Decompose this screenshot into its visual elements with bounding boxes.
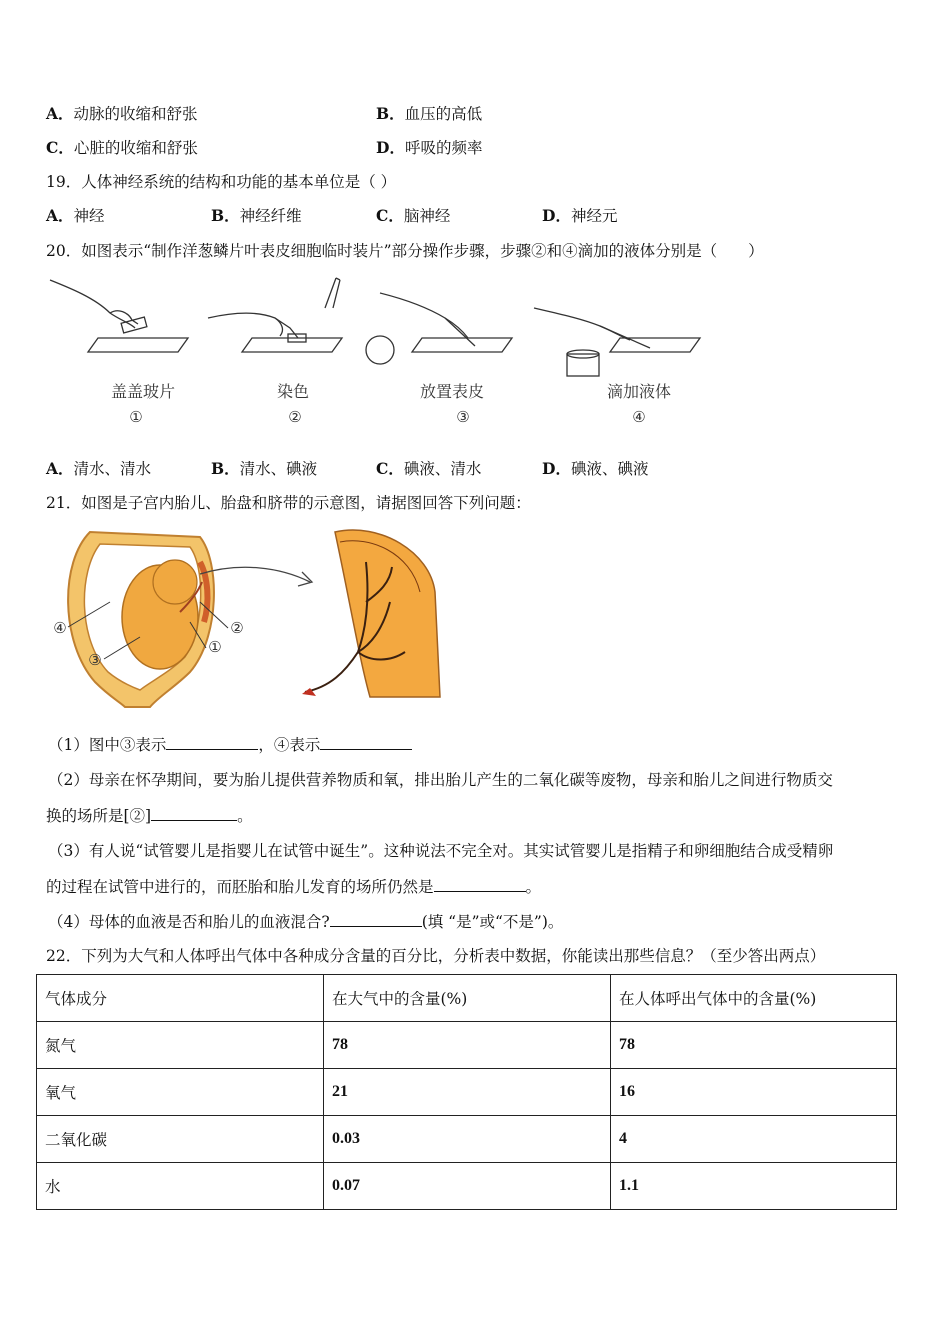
q21-part2-end: 。 [237, 807, 253, 825]
option-key: C． [376, 459, 404, 478]
option-key: C． [46, 138, 74, 157]
header-air: 在大气中的含量(%) [324, 975, 611, 1022]
option-text: 呼吸的频率 [404, 139, 483, 157]
step-1-label: 盖盖玻片 [110, 382, 175, 401]
answer-blank-2[interactable] [151, 806, 237, 821]
answer-blank-3[interactable] [166, 735, 258, 750]
table-header-row [37, 975, 897, 1022]
exhaled-value: 78 [611, 1022, 897, 1069]
air-value: 0.03 [324, 1116, 611, 1163]
option-key: D． [542, 206, 571, 225]
q20-option-c[interactable] [376, 457, 481, 479]
option-text: 动脉的收缩和舒张 [73, 105, 198, 123]
q21-part1-text-a: （1）图中③表示 [48, 736, 167, 754]
option-key: B． [211, 206, 240, 225]
q21-part3-text: 的过程在试管中进行的，而胚胎和胎儿发育的场所仍然是 [46, 878, 434, 896]
table-row [37, 1163, 897, 1210]
answer-blank-mix[interactable] [330, 912, 422, 927]
q19-option-d[interactable] [542, 204, 617, 226]
gas-name: 水 [37, 1163, 324, 1210]
step-1-number: ① [129, 408, 143, 426]
option-key: B． [211, 459, 240, 478]
marker-2: ② [230, 619, 244, 637]
marker-3: ③ [88, 651, 102, 669]
q21-part2-text: 换的场所是[②] [46, 807, 152, 825]
gas-composition-table [36, 974, 897, 1210]
q20-option-a[interactable] [46, 457, 151, 479]
q18-option-c[interactable] [46, 136, 198, 158]
option-key: A． [46, 206, 74, 225]
q20-option-b[interactable] [211, 457, 317, 479]
table-row [37, 1116, 897, 1163]
option-key: A． [46, 459, 74, 478]
exhaled-value: 1.1 [611, 1163, 897, 1210]
exhaled-value: 16 [611, 1069, 897, 1116]
q22-stem: 22．下列为大气和人体呼出气体中各种成分含量的百分比，分析表中数据，你能读出那些信息？（至少答出两点） [46, 947, 826, 965]
exhaled-value: 4 [611, 1116, 897, 1163]
answer-blank-4[interactable] [320, 735, 412, 750]
q19-stem: 19．人体神经系统的结构和功能的基本单位是（ ） [46, 173, 397, 191]
marker-1: ① [208, 638, 222, 656]
step-4-number: ④ [632, 408, 646, 426]
option-key: C． [376, 206, 404, 225]
option-key: A． [46, 104, 74, 123]
option-text: 清水、碘液 [239, 460, 318, 478]
option-key: D． [376, 138, 405, 157]
option-text: 血压的高低 [404, 105, 483, 123]
step-3-label: 放置表皮 [419, 382, 484, 401]
q18-option-a[interactable] [46, 102, 198, 124]
header-gas: 气体成分 [37, 975, 324, 1022]
step-2-label: 染色 [276, 382, 309, 401]
option-text: 碘液、清水 [403, 460, 482, 478]
q19-option-b[interactable] [211, 204, 302, 226]
uterus-fetus-placenta-illustration [40, 522, 460, 712]
table-row [37, 1022, 897, 1069]
q21-part1-text-b: ，④表示 [258, 736, 321, 754]
q21-part3-line2 [46, 875, 541, 897]
header-exhaled: 在人体呼出气体中的含量(%) [611, 975, 897, 1022]
option-text: 碘液、碘液 [570, 460, 649, 478]
q21-part4-text: （4）母体的血液是否和胎儿的血液混合? [48, 913, 330, 931]
option-text: 心脏的收缩和舒张 [73, 139, 198, 157]
option-text: 神经纤维 [239, 207, 302, 225]
q21-part2-line2 [46, 804, 253, 826]
table-row [37, 1069, 897, 1116]
air-value: 0.07 [324, 1163, 611, 1210]
air-value: 21 [324, 1069, 611, 1116]
option-text: 脑神经 [403, 207, 451, 225]
step-2-number: ② [288, 408, 302, 426]
q20-stem: 20．如图表示“制作洋葱鳞片叶表皮细胞临时装片”部分操作步骤，步骤②和④滴加的液体分别是（ ） [46, 242, 764, 260]
q18-option-b[interactable] [376, 102, 482, 124]
gas-name: 氮气 [37, 1022, 324, 1069]
answer-blank-uterus[interactable] [434, 877, 526, 892]
slide-procedure-illustration [40, 268, 720, 378]
gas-name: 二氧化碳 [37, 1116, 324, 1163]
q18-option-d[interactable] [376, 136, 482, 158]
step-4-label: 滴加液体 [606, 382, 671, 401]
q19-option-c[interactable] [376, 204, 450, 226]
option-text: 神经 [73, 207, 105, 225]
air-value: 78 [324, 1022, 611, 1069]
option-text: 神经元 [570, 207, 618, 225]
gas-name: 氧气 [37, 1069, 324, 1116]
marker-4: ④ [53, 619, 67, 637]
q21-stem: 21．如图是子宫内胎儿、胎盘和脐带的示意图，请据图回答下列问题： [46, 494, 531, 512]
q21-part3-line1: （3）有人说“试管婴儿是指婴儿在试管中诞生”。这种说法不完全对。其实试管婴儿是指精子和卵细胞结合成受精卵 [48, 842, 834, 860]
q21-part1 [48, 733, 412, 755]
q21-part2-line1: （2）母亲在怀孕期间，要为胎儿提供营养物质和氧，排出胎儿产生的二氧化碳等废物，母亲和胎儿之间进行物质交 [48, 771, 833, 789]
step-3-number: ③ [456, 408, 470, 426]
option-key: D． [542, 459, 571, 478]
option-text: 清水、清水 [73, 460, 152, 478]
q21-part4-end: (填 “是”或“不是”)。 [421, 913, 564, 931]
option-key: B． [376, 104, 405, 123]
q21-part4 [48, 910, 563, 932]
q20-option-d[interactable] [542, 457, 648, 479]
q21-part3-end: 。 [525, 878, 542, 896]
q19-option-a[interactable] [46, 204, 105, 226]
